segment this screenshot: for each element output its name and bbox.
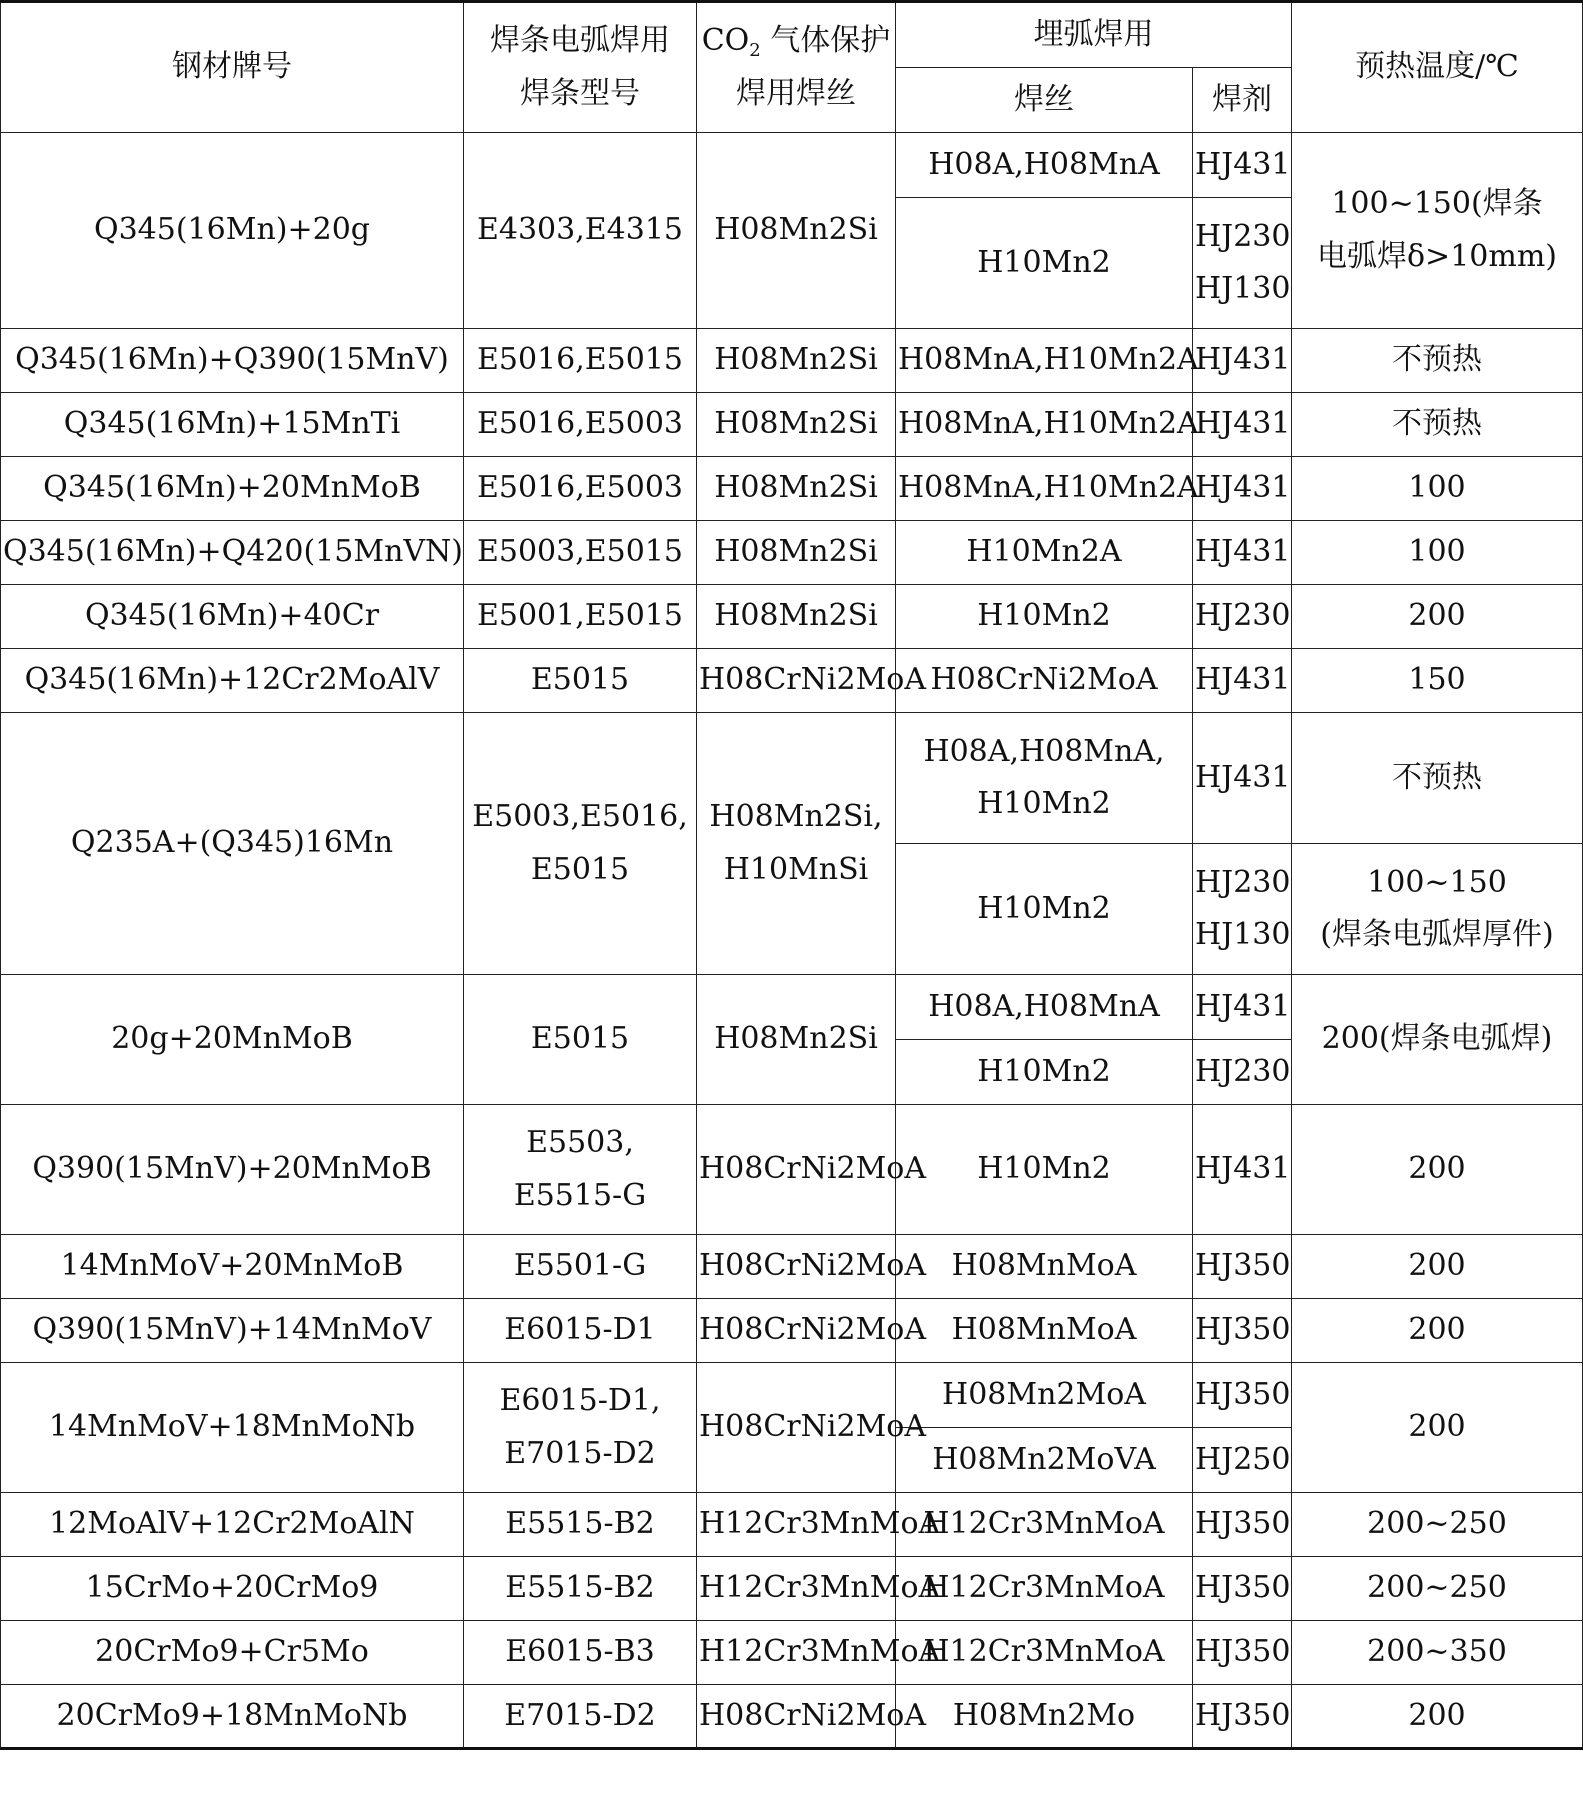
cell-saw-wire: H08CrNi2MoA: [896, 649, 1193, 713]
cell-co2-wire: H08CrNi2MoA: [697, 1105, 896, 1235]
table-row: [1, 1493, 1583, 1557]
cell-saw-flux: HJ431: [1193, 975, 1292, 1040]
cell-electrode: E5016,E5003: [464, 393, 697, 457]
header-steel-text: 钢材牌号: [172, 49, 292, 85]
cell-preheat: 200(焊条电弧焊): [1292, 975, 1583, 1105]
cell-electrode: E5515-B2: [464, 1493, 697, 1557]
header-saw-flux: [1193, 68, 1292, 133]
header-steel: [1, 2, 464, 133]
cell-steel: Q345(16Mn)+20MnMoB: [1, 457, 464, 521]
cell-preheat: 200: [1292, 585, 1583, 649]
cell-preheat: 200: [1292, 1685, 1583, 1749]
table-row: [1, 1363, 1583, 1428]
cell-saw-flux: HJ350: [1193, 1557, 1292, 1621]
cell-steel: Q345(16Mn)+40Cr: [1, 585, 464, 649]
cell-co2-wire: H08CrNi2MoA: [697, 1299, 896, 1363]
cell-saw-flux: HJ431: [1193, 649, 1292, 713]
cell-steel: 20CrMo9+Cr5Mo: [1, 1621, 464, 1685]
cell-co2-wire: H08Mn2Si: [697, 975, 896, 1105]
cell-preheat: 不预热: [1292, 393, 1583, 457]
cell-electrode: E5015: [464, 975, 697, 1105]
header-preheat-text: 预热温度/℃: [1355, 49, 1519, 85]
cell-preheat-line1: 100~150: [1367, 864, 1507, 900]
cell-co2-line1: H08Mn2Si,: [709, 799, 883, 834]
cell-preheat: 200: [1292, 1363, 1583, 1493]
cell-steel: 12MoAlV+12Cr2MoAlN: [1, 1493, 464, 1557]
cell-saw-wire-line1: H08A,H08MnA,: [923, 733, 1165, 769]
table-row: [1, 521, 1583, 585]
table-row: [1, 329, 1583, 393]
cell-saw-flux-line1: HJ230: [1195, 218, 1291, 254]
cell-saw-flux: [1193, 198, 1292, 329]
table-row: [1, 393, 1583, 457]
cell-preheat: 100: [1292, 521, 1583, 585]
header-saw-wire: [896, 68, 1193, 133]
cell-electrode: E5003,E5015: [464, 521, 697, 585]
table-row: [1, 649, 1583, 713]
cell-saw-flux: HJ431: [1193, 393, 1292, 457]
cell-saw-wire: H08A,H08MnA: [896, 133, 1193, 198]
cell-saw-wire: H12Cr3MnMoA: [896, 1493, 1193, 1557]
cell-co2-wire: H12Cr3MnMoA: [697, 1621, 896, 1685]
cell-co2-wire: H08Mn2Si: [697, 393, 896, 457]
cell-saw-wire: H10Mn2: [896, 1040, 1193, 1105]
cell-electrode: E5015: [464, 649, 697, 713]
cell-saw-flux: [1193, 844, 1292, 975]
cell-saw-flux: HJ431: [1193, 713, 1292, 844]
cell-steel: 14MnMoV+18MnMoNb: [1, 1363, 464, 1493]
cell-preheat-line2: 电弧焊δ>10mm): [1317, 238, 1557, 274]
table-row: [1, 975, 1583, 1040]
cell-saw-flux: HJ431: [1193, 457, 1292, 521]
cell-saw-wire: H12Cr3MnMoA: [896, 1621, 1193, 1685]
cell-co2-wire: H12Cr3MnMoA: [697, 1493, 896, 1557]
cell-electrode: E7015-D2: [464, 1685, 697, 1749]
cell-saw-wire: H08Mn2MoVA: [896, 1428, 1193, 1493]
cell-preheat: 不预热: [1292, 329, 1583, 393]
cell-co2-wire: H08CrNi2MoA: [697, 649, 896, 713]
cell-co2-wire: H08Mn2Si: [697, 133, 896, 329]
cell-saw-flux: HJ350: [1193, 1235, 1292, 1299]
header-saw-wire-text: 焊丝: [1014, 81, 1074, 117]
cell-preheat: 150: [1292, 649, 1583, 713]
cell-co2-wire: H08CrNi2MoA: [697, 1235, 896, 1299]
cell-steel: Q345(16Mn)+15MnTi: [1, 393, 464, 457]
cell-steel: 14MnMoV+20MnMoB: [1, 1235, 464, 1299]
cell-saw-wire: H08MnMoA: [896, 1299, 1193, 1363]
cell-saw-flux: HJ350: [1193, 1363, 1292, 1428]
cell-preheat: [1292, 844, 1583, 975]
header-preheat: [1292, 2, 1583, 133]
cell-co2-wire: [697, 713, 896, 975]
cell-electrode-line1: E5503,: [526, 1125, 634, 1160]
cell-saw-flux: HJ431: [1193, 521, 1292, 585]
cell-electrode: [464, 1363, 697, 1493]
cell-saw-wire: H10Mn2: [896, 198, 1193, 329]
cell-electrode: E5016,E5003: [464, 457, 697, 521]
header-saw: [896, 2, 1292, 68]
cell-saw-flux: HJ250: [1193, 1428, 1292, 1493]
table-row: [1, 1299, 1583, 1363]
table-row: [1, 457, 1583, 521]
cell-saw-wire: H10Mn2: [896, 585, 1193, 649]
cell-steel: Q345(16Mn)+Q420(15MnVN): [1, 521, 464, 585]
cell-preheat: 200~250: [1292, 1557, 1583, 1621]
table-row: [1, 1621, 1583, 1685]
header-electrode-line2: 焊条型号: [520, 75, 640, 111]
cell-electrode: E4303,E4315: [464, 133, 697, 329]
cell-saw-flux-line1: HJ230: [1195, 864, 1291, 900]
cell-electrode: E5016,E5015: [464, 329, 697, 393]
cell-co2-wire: H08Mn2Si: [697, 585, 896, 649]
table-row: [1, 1685, 1583, 1749]
table-row: [1, 713, 1583, 844]
cell-saw-wire: H10Mn2A: [896, 521, 1193, 585]
cell-electrode: E5515-B2: [464, 1557, 697, 1621]
cell-preheat: 不预热: [1292, 713, 1583, 844]
cell-electrode: E5001,E5015: [464, 585, 697, 649]
cell-preheat: 200~250: [1292, 1493, 1583, 1557]
cell-steel: 20g+20MnMoB: [1, 975, 464, 1105]
cell-co2-line2: H10MnSi: [723, 851, 869, 887]
cell-steel: Q390(15MnV)+20MnMoB: [1, 1105, 464, 1235]
cell-co2-wire: H08CrNi2MoA: [697, 1685, 896, 1749]
cell-saw-wire: H10Mn2: [896, 844, 1193, 975]
cell-preheat: 200~350: [1292, 1621, 1583, 1685]
cell-saw-flux: HJ431: [1193, 133, 1292, 198]
cell-saw-flux: HJ350: [1193, 1685, 1292, 1749]
cell-preheat: 200: [1292, 1235, 1583, 1299]
header-co2-sub: 2: [749, 40, 761, 61]
cell-electrode-line2: E5015: [530, 851, 630, 887]
cell-electrode: [464, 1105, 697, 1235]
cell-saw-wire: H08MnA,H10Mn2A: [896, 329, 1193, 393]
header-co2-suffix: 气体保护: [760, 23, 891, 58]
header-saw-text: 埋弧焊用: [1033, 16, 1154, 52]
cell-co2-wire: H08Mn2Si: [697, 329, 896, 393]
cell-steel: Q345(16Mn)+Q390(15MnV): [1, 329, 464, 393]
cell-preheat: 100: [1292, 457, 1583, 521]
cell-electrode-line1: E6015-D1,: [499, 1383, 661, 1418]
cell-saw-wire: H08MnA,H10Mn2A: [896, 457, 1193, 521]
cell-saw-wire: H12Cr3MnMoA: [896, 1557, 1193, 1621]
cell-co2-wire: H08Mn2Si: [697, 521, 896, 585]
cell-electrode-line2: E7015-D2: [504, 1435, 656, 1471]
header-electrode: [464, 2, 697, 133]
cell-electrode: E5501-G: [464, 1235, 697, 1299]
cell-preheat: 200: [1292, 1299, 1583, 1363]
cell-saw-flux: HJ350: [1193, 1493, 1292, 1557]
cell-saw-flux: HJ230: [1193, 585, 1292, 649]
cell-steel: Q345(16Mn)+12Cr2MoAlV: [1, 649, 464, 713]
cell-saw-flux: HJ350: [1193, 1299, 1292, 1363]
cell-steel: Q345(16Mn)+20g: [1, 133, 464, 329]
cell-saw-wire-line2: H10Mn2: [977, 786, 1111, 821]
header-co2: [697, 2, 896, 133]
cell-saw-wire: H08Mn2MoA: [896, 1363, 1193, 1428]
table-row: [1, 1557, 1583, 1621]
header-co2-line2: 焊用焊丝: [736, 75, 856, 111]
cell-saw-flux-line2: HJ130: [1195, 271, 1291, 306]
cell-preheat: 200: [1292, 1105, 1583, 1235]
cell-electrode: E6015-D1: [464, 1299, 697, 1363]
cell-co2-wire: H08Mn2Si: [697, 457, 896, 521]
cell-preheat: [1292, 133, 1583, 329]
cell-saw-flux-line2: HJ130: [1195, 917, 1291, 952]
cell-electrode: [464, 713, 697, 975]
cell-saw-wire: H08A,H08MnA: [896, 975, 1193, 1040]
cell-electrode: E6015-B3: [464, 1621, 697, 1685]
cell-preheat-line2: (焊条电弧焊厚件): [1320, 917, 1554, 952]
cell-saw-flux: HJ230: [1193, 1040, 1292, 1105]
cell-electrode-line1: E5003,E5016,: [472, 799, 688, 834]
cell-co2-wire: H08CrNi2MoA: [697, 1363, 896, 1493]
header-electrode-line1: 焊条电弧焊用: [490, 23, 670, 58]
cell-saw-wire: [896, 713, 1193, 844]
cell-steel: 20CrMo9+18MnMoNb: [1, 1685, 464, 1749]
cell-saw-flux: HJ350: [1193, 1621, 1292, 1685]
cell-saw-flux: HJ431: [1193, 1105, 1292, 1235]
cell-saw-wire: H08MnMoA: [896, 1235, 1193, 1299]
header-co2-prefix: CO: [701, 23, 750, 58]
table-row: [1, 1105, 1583, 1235]
cell-steel: Q390(15MnV)+14MnMoV: [1, 1299, 464, 1363]
cell-co2-wire: H12Cr3MnMoA: [697, 1557, 896, 1621]
cell-steel: 15CrMo+20CrMo9: [1, 1557, 464, 1621]
cell-saw-wire: H10Mn2: [896, 1105, 1193, 1235]
cell-saw-wire: H08MnA,H10Mn2A: [896, 393, 1193, 457]
table-row: [1, 585, 1583, 649]
header-saw-flux-text: 焊剂: [1212, 81, 1272, 117]
table-row: [1, 1235, 1583, 1299]
cell-saw-wire: H08Mn2Mo: [896, 1685, 1193, 1749]
cell-preheat-line1: 100~150(焊条: [1331, 186, 1543, 221]
cell-steel: Q235A+(Q345)16Mn: [1, 713, 464, 975]
table-row: [1, 133, 1583, 198]
cell-electrode-line2: E5515-G: [513, 1177, 647, 1213]
cell-saw-flux: HJ431: [1193, 329, 1292, 393]
